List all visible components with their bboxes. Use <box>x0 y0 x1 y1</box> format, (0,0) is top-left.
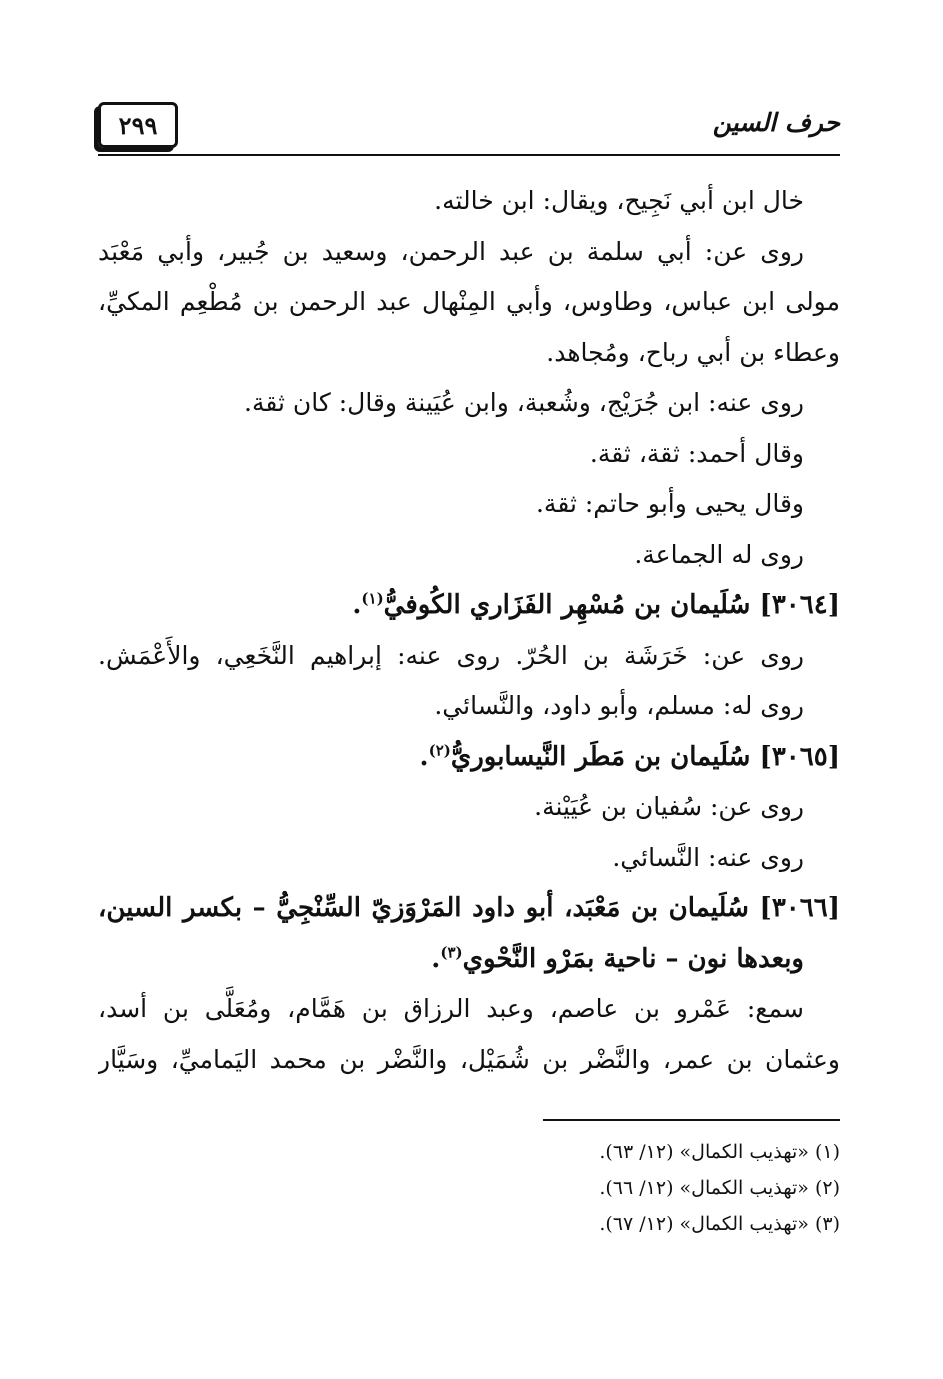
entry-end: . <box>419 741 429 772</box>
footnote-rule <box>543 1119 840 1121</box>
text-line: سمع: عَمْرو بن عاصم، وعبد الرزاق بن هَمَّام، ومُعَلَّى بن أسد، <box>98 994 804 1023</box>
text-line: مولى ابن عباس، وطاوس، وأبي المِنْهال عبد الرحمن بن مُطْعِم المكيِّ، <box>98 287 840 316</box>
entry-heading-3065 <box>98 732 840 783</box>
text-line: وقال أحمد: ثقة، ثقة. <box>589 438 804 468</box>
text-line: روى عن: أبي سلمة بن عبد الرحمن، وسعيد بن جُبير، وأبي مَعْبَد <box>98 236 804 266</box>
entry-heading-3066 <box>98 883 840 934</box>
footnote-ref: (٣) <box>440 942 463 961</box>
page-number: ٢٩٩ <box>98 102 178 148</box>
text-line: روى له: مسلم، وأبو داود، والنَّسائي. <box>434 691 804 720</box>
footnotes <box>500 1134 840 1242</box>
text-line: روى له الجماعة. <box>634 539 804 569</box>
footnote: (٣) «تهذيب الكمال» (١٢/ ٦٧). <box>599 1213 840 1235</box>
text-line: روى عن: خَرَشَة بن الحُرّ. روى عنه: إبراهيم النَّخَعِي، والأَعْمَش. <box>98 640 804 670</box>
text-line: خال ابن أبي نَجِيح، ويقال: ابن خالته. <box>434 186 804 215</box>
footnote-ref: (١) <box>361 589 384 608</box>
header-rule <box>98 154 840 156</box>
entry-title: سُلَيمان بن مُسْهِر الفَزَاري الكُوفيُّ <box>383 590 760 620</box>
entry-number: [٣٠٦٦] <box>759 893 840 923</box>
entry-title: سُلَيمان بن مَطَر النَّيسابوريُّ <box>450 741 760 772</box>
text-line: روى عنه: النَّسائي. <box>612 842 804 872</box>
page-body <box>98 176 840 1085</box>
text-line: وعثمان بن عمر، والنَّضْر بن شُمَيْل، والنَّضْر بن محمد اليَماميِّ، وسَيَّار <box>98 1044 840 1074</box>
entry-heading-3064 <box>98 580 840 631</box>
text-line: روى عن: سُفيان بن عُيَيْنة. <box>534 792 804 821</box>
entry-title-cont: وبعدها نون – ناحية بمَرْو النَّحْوي <box>462 943 804 974</box>
entry-number: [٣٠٦٤] <box>759 590 840 620</box>
entry-end: . <box>431 943 441 974</box>
text-line: وقال يحيى وأبو حاتم: ثقة. <box>535 489 804 518</box>
entry-end: . <box>352 590 362 620</box>
text-line: وعطاء بن أبي رباح، ومُجاهد. <box>546 337 840 367</box>
entry-heading-3066-cont <box>98 934 840 985</box>
page-header <box>98 96 840 158</box>
running-title: حرف السين <box>712 108 840 137</box>
entry-title: سُلَيمان بن مَعْبَد، أبو داود المَرْوَزيّ السِّنْجِيُّ – بكسر السين، <box>98 893 760 923</box>
footnote-ref: (٢) <box>428 740 451 759</box>
text-line: روى عنه: ابن جُرَيْج، وشُعبة، وابن عُيَينة وقال: كان ثقة. <box>244 388 804 417</box>
footnote: (٢) «تهذيب الكمال» (١٢/ ٦٦). <box>599 1177 840 1199</box>
footnote: (١) «تهذيب الكمال» (١٢/ ٦٣). <box>599 1141 840 1163</box>
entry-number: [٣٠٦٥] <box>759 741 840 772</box>
